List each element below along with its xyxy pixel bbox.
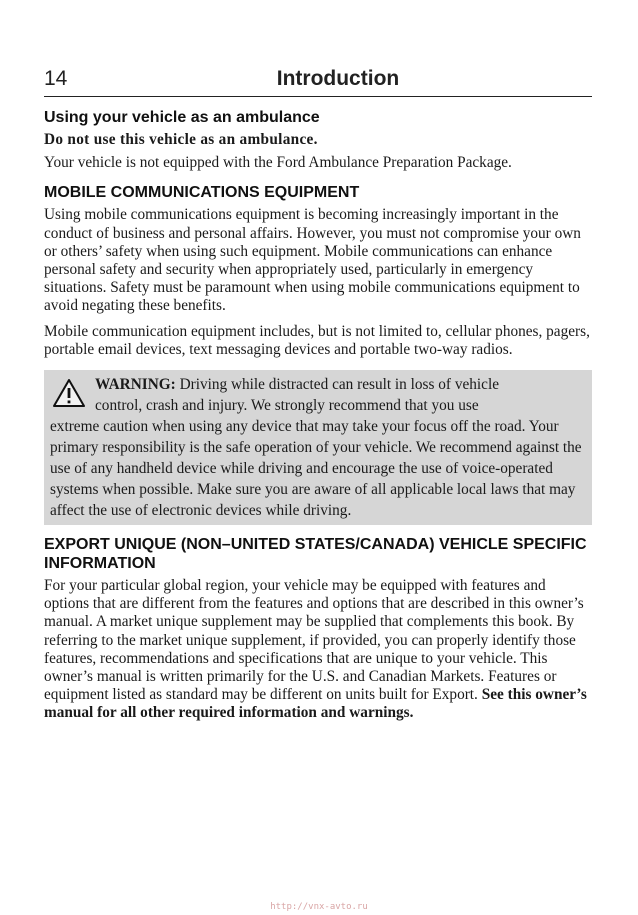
- warning-triangle-icon: [52, 378, 86, 408]
- ambulance-heading: Using your vehicle as an ambulance: [44, 109, 320, 126]
- ambulance-warning-lead: Do not use this vehicle as an ambulance.: [44, 131, 318, 148]
- warning-first-line: [50, 374, 586, 395]
- export-bold-tail: See this owner’s manual for all other required information and warnings.: [44, 686, 587, 722]
- warning-line-1: Driving while distracted can result in loss of vehicle: [179, 376, 500, 394]
- warning-label: WARNING:: [95, 376, 176, 394]
- warning-box: [44, 370, 592, 525]
- warning-text: [50, 374, 586, 521]
- mobile-paragraph-1: Using mobile communications equipment is becoming increasingly important in the conduct of business and personal affairs. However, you must not compromise your own or others’ safety when using such equipment. Mobile communications can enhance personal safety and security when appropriately used, particularly in emergency situations. Safety must be paramount when using mobile communications equipment to avoid negating these benefits.: [44, 206, 581, 315]
- warning-line-2: control, crash and injury. We strongly recommend that you use: [95, 397, 479, 415]
- mobile-communications-heading: MOBILE COMMUNICATIONS EQUIPMENT: [44, 184, 360, 202]
- export-body-paragraph: [44, 577, 592, 723]
- mobile-paragraph-2: Mobile communication equipment includes, but is not limited to, cellular phones, pagers, portable email devices, text messaging devices and portable two-way radios.: [44, 322, 590, 358]
- page-content: [44, 108, 592, 730]
- export-heading: EXPORT UNIQUE (NON–UNITED STATES/CANADA) VEHICLE SPECIFIC INFORMATION: [44, 536, 587, 573]
- export-section: [44, 535, 592, 723]
- mobile-communications-section: [44, 183, 592, 359]
- chapter-title: Introduction: [276, 67, 400, 90]
- footer-link[interactable]: http://vnx-avto.ru: [270, 902, 368, 912]
- warning-rest: extreme caution when using any device that may take your focus off the road. Your primary responsibility is the safe operation of your vehicle. We recommend against the use of any handheld device while driving and encourage the use of voice-operated systems when possible. Make sure you are aware of all applicable local laws that may affect the use of electronic devices while driving.: [50, 418, 582, 520]
- page-header: [44, 64, 592, 97]
- ambulance-body: Your vehicle is not equipped with the Ford Ambulance Preparation Package.: [44, 154, 512, 172]
- export-body: For your particular global region, your vehicle may be equipped with features and options that are different from the features and options that are described in this owner’s manual. A market unique supplement may be supplied that complements this book. By referring to the market unique supplement, if provided, you can properly identify those features, recommendations and specifications that are unique to your vehicle. This owner’s manual is written primarily for the U.S. and Canadian Markets. Features or equipment listed as standard may be different on units built for Export.: [44, 577, 584, 704]
- page-number: 14: [44, 67, 68, 90]
- ambulance-section: [44, 108, 592, 172]
